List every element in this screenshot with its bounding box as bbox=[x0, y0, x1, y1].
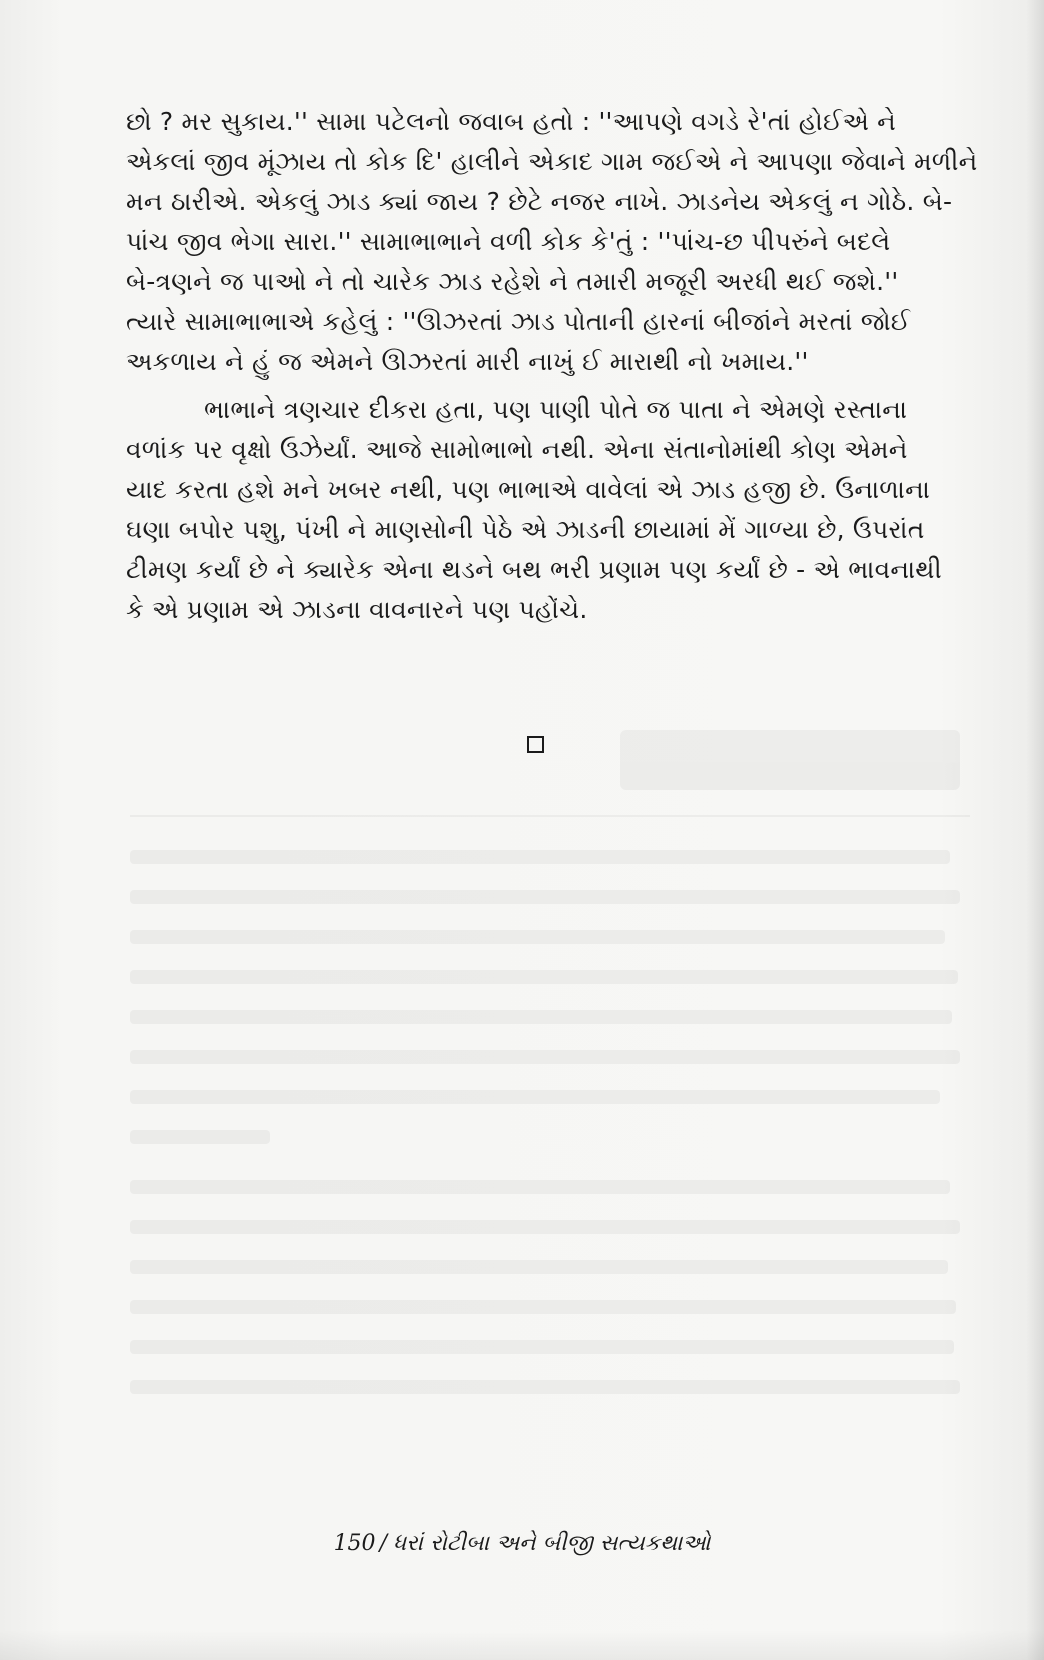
bleed-rule-shape bbox=[130, 815, 970, 817]
text-line: ઘણા બપોર પશુ, પંખી ને માણસોની પેઠે એ ઝાડની છાયામાં મેં ગાળ્યા છે, ઉપરાંત bbox=[126, 515, 925, 544]
text-line: ભાભાને ત્રણચાર દીકરા હતા, પણ પાણી પોતે જ પાતા ને એમણે રસ્તાના bbox=[204, 395, 908, 424]
bleed-line bbox=[130, 1010, 952, 1024]
bleed-line bbox=[130, 1300, 956, 1314]
bleed-line bbox=[130, 1130, 270, 1144]
text-line: ટીમણ કર્યાં છે ને ક્યારેક એના થડને બથ ભરી પ્રણામ પણ કર્યાં છે - એ ભાવનાથી bbox=[126, 555, 942, 584]
text-line: મન ઠારીએ. એકલું ઝાડ ક્યાં જાય ? છેટે નજર નાખે. ઝાડનેય એકલું ન ગોઠે. બે- bbox=[126, 187, 953, 216]
page-bottom-shadow bbox=[0, 1630, 1044, 1660]
bleed-line bbox=[130, 1260, 948, 1274]
bleed-line bbox=[130, 1180, 950, 1194]
bleed-line bbox=[130, 1380, 960, 1394]
bleed-line bbox=[130, 1220, 960, 1234]
text-line: અકળાય ને હું જ એમને ઊઝરતાં મારી નાખું ઈ મારાથી નો ખમાય.'' bbox=[126, 347, 809, 376]
text-line: વળાંક પર વૃક્ષો ઉઝેર્યાં. આજે સામોભાભો નથી. એના સંતાનોમાંથી કોણ એમને bbox=[126, 435, 908, 464]
paragraph bbox=[126, 102, 978, 382]
section-end-mark bbox=[527, 736, 544, 753]
page-footer bbox=[0, 1531, 1044, 1556]
text-line: યાદ કરતા હશે મને ખબર નથી, પણ ભાભાએ વાવેલાં એ ઝાડ હજી છે. ઉનાળાના bbox=[126, 475, 931, 504]
text-line: એકલાં જીવ મૂંઝાય તો કોક દિ' હાલીને એકાદ ગામ જઈએ ને આપણા જેવાને મળીને bbox=[126, 147, 978, 176]
bleed-line bbox=[130, 850, 950, 864]
page-number: 150 bbox=[333, 1531, 376, 1556]
text-line: ત્યારે સામાભાભાએ કહેલું : ''ઊઝરતાં ઝાડ પોતાની હારનાં બીજાંને મરતાં જોઈ bbox=[126, 307, 911, 336]
reverse-side-bleed-through bbox=[130, 730, 970, 1520]
bleed-line bbox=[130, 1090, 940, 1104]
book-title: ધરાં રોટીબા અને બીજી સત્યકથાઓ bbox=[392, 1531, 711, 1556]
text-line: પાંચ જીવ ભેગા સારા.'' સામાભાભાને વળી કોક કે'તું : ''પાંચ-છ પીપરુંને બદલે bbox=[126, 227, 891, 256]
bleed-line bbox=[130, 890, 960, 904]
bleed-heading-shape bbox=[620, 730, 960, 790]
bleed-line bbox=[130, 1050, 960, 1064]
page-edge-shadow bbox=[1026, 0, 1044, 1660]
body-text bbox=[126, 102, 978, 630]
footer-separator: / bbox=[379, 1531, 387, 1556]
bleed-line bbox=[130, 930, 945, 944]
text-line: બે-ત્રણને જ પાઓ ને તો ચારેક ઝાડ રહેશે ને તમારી મજૂરી અરધી થઈ જશે.'' bbox=[126, 267, 899, 296]
bleed-line bbox=[130, 970, 958, 984]
text-line: કે એ પ્રણામ એ ઝાડના વાવનારને પણ પહોંચે. bbox=[126, 595, 588, 624]
paragraph bbox=[126, 390, 952, 630]
text-line: છો ? મર સુકાય.'' સામા પટેલનો જવાબ હતો : ''આપણે વગડે રે'તાં હોઈએ ને bbox=[126, 107, 897, 136]
bleed-line bbox=[130, 1340, 954, 1354]
